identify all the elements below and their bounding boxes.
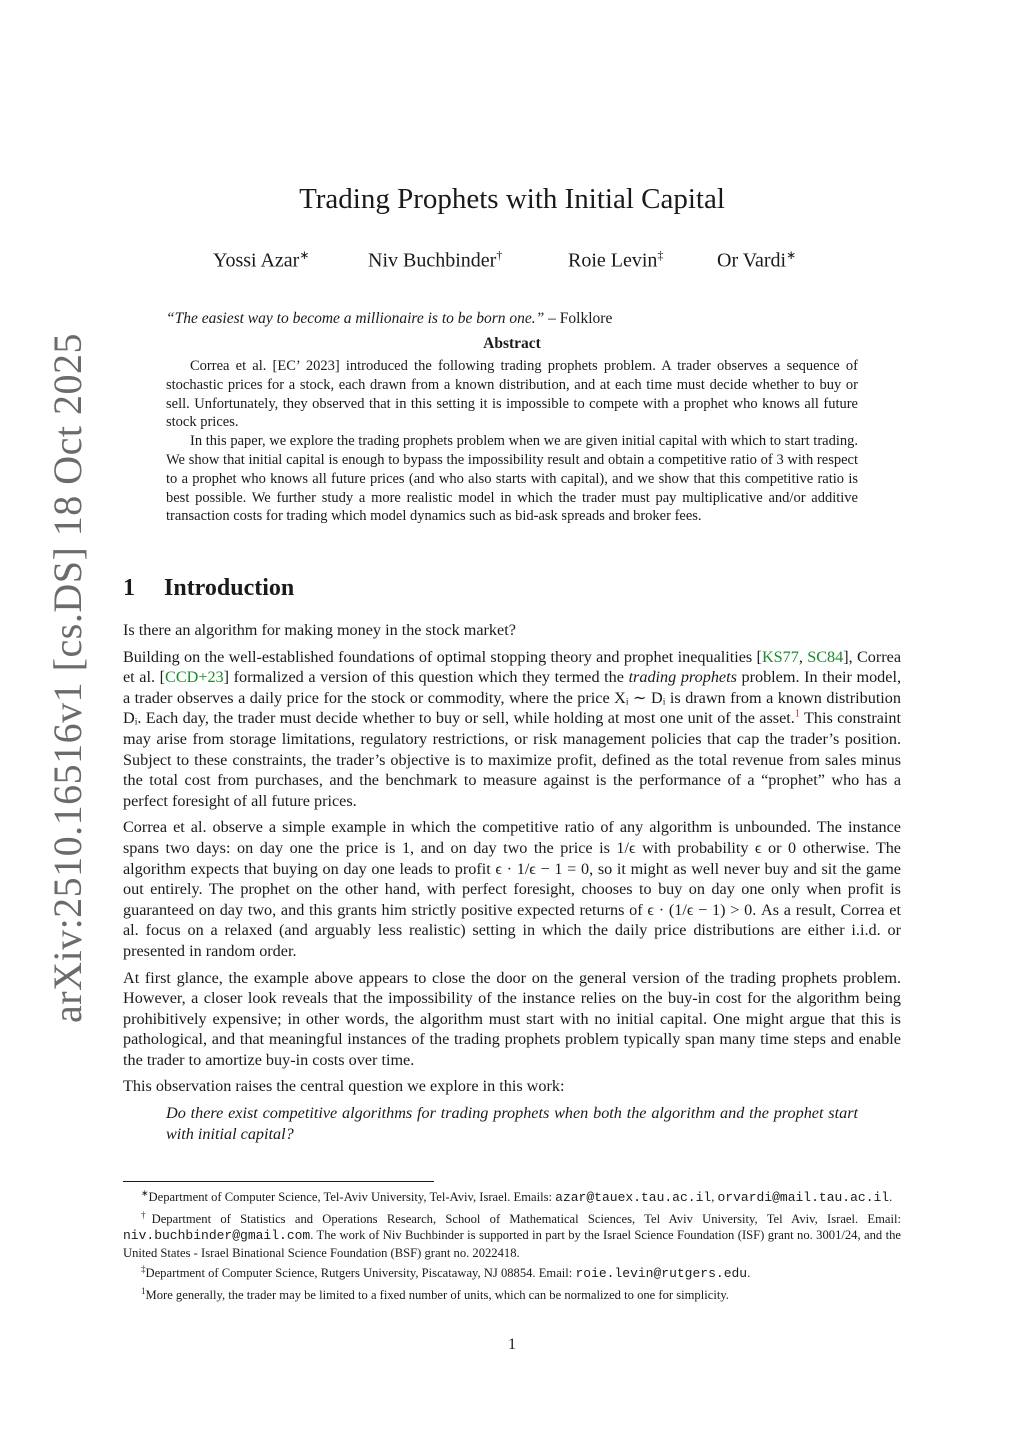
- arxiv-identifier-stamp: arXiv:2510.16516v1 [cs.DS] 18 Oct 2025: [45, 332, 90, 1023]
- author-affiliation-mark: ∗: [786, 248, 797, 262]
- footnote-mark: ∗: [141, 1188, 149, 1198]
- text-run: problem. In their model, a trader observes a daily price for the stock or commodity, where the price Xᵢ ∼ Dᵢ is drawn from a known distribution Dᵢ. Each day, the trader must decide whether to buy or sell, while holding at most one unit of the asset.: [123, 668, 901, 728]
- footnote: [123, 1185, 901, 1207]
- text-run: This constraint may arise from storage limitations, regulatory restrictions, or risk management policies that cap the trader’s position. Subject to these constraints, the trader’s objective is to maximize profit, defined as the total revenue from sales minus the total cost from purchases, and the benchmark to measure against is the performance of a “prophet” who has a perfect foresight of all future prices.: [123, 709, 902, 810]
- central-question: Do there exist competitive algorithms for trading prophets when both the algorithm and the prophet start with initial capital?: [166, 1104, 858, 1143]
- author: [368, 248, 502, 273]
- email-address: niv.buchbinder@gmail.com: [123, 1228, 311, 1244]
- author-name: Or Vardi: [717, 249, 787, 272]
- author-affiliation-mark: †: [496, 248, 503, 262]
- footnote-mark: 1: [141, 1285, 146, 1296]
- paper-title: Trading Prophets with Initial Capital: [299, 183, 725, 215]
- text-run: Building on the well-established foundations of optimal stopping theory and prophet inequalities [: [123, 647, 762, 666]
- page-number: 1: [508, 1336, 516, 1353]
- abstract-paragraph: In this paper, we explore the trading prophets problem when we are given initial capital with which to start trading. We show that initial capital is enough to bypass the impossibility result and obtain a competitive ratio of 3 with respect to a prophet who knows all future prices (and who also starts with capital), and we show that this competitive ratio is best possible. We further study a more realistic model in which the trader must pay multiplicative and/or additive transaction costs for trading which model dynamics such as bid-ask spreads and broker fees.: [166, 433, 858, 525]
- author-list: [213, 248, 813, 276]
- text-run: ], Correa et al. [: [123, 647, 902, 687]
- citation-link[interactable]: KS77: [761, 647, 799, 666]
- epigraph: [166, 310, 612, 328]
- footnote-reference-link[interactable]: 1: [794, 708, 800, 720]
- footnote-text: Department of Computer Science, Rutgers University, Piscataway, NJ 08854. Email:: [145, 1266, 576, 1281]
- author-name: Niv Buchbinder: [368, 249, 497, 272]
- footnote-mark: †: [141, 1209, 152, 1220]
- footnote-text: More generally, the trader may be limited to a fixed number of units, which can be normalized to one for simplicity.: [145, 1287, 729, 1302]
- epigraph-quote: “The easiest way to become a millionaire is to be born one.”: [166, 310, 545, 327]
- footnote: [123, 1207, 901, 1261]
- text-run: ,: [798, 647, 808, 666]
- author: [568, 248, 663, 273]
- author-affiliation-mark: ∗: [299, 248, 310, 262]
- email-address: azar@tauex.tau.ac.il: [555, 1190, 712, 1206]
- footnote-text: Department of Statistics and Operations Research, School of Mathematical Sciences, Tel Aviv University, Tel Aviv, Israel. Email:: [151, 1211, 901, 1226]
- citation-link[interactable]: SC84: [807, 647, 844, 666]
- footnote-text: . The work of Niv Buchbinder is supported in part by the Israel Science Foundation (ISF) grant no. 3001/24, and the United States - Israel Binational Science Foundation (BSF) grant no. 2022418.: [123, 1228, 901, 1260]
- body-paragraph: [123, 647, 901, 812]
- email-address: orvardi@mail.tau.ac.il: [717, 1190, 890, 1206]
- body-paragraph: This observation raises the central question we explore in this work:: [123, 1077, 565, 1096]
- footnote-divider: [123, 1181, 434, 1182]
- footnote-text: .: [889, 1190, 893, 1205]
- author: [213, 248, 309, 273]
- body-text: [123, 620, 901, 1144]
- citation-link[interactable]: CCD+23: [165, 668, 224, 687]
- body-paragraph: At first glance, the example above appears to close the door on the general version of the trading prophets problem. However, a closer look reveals that the impossibility of the instance relies on the buy-in cost for the algorithm being prohibitively expensive; in other words, the algorithm must start with no initial capital. One might argue that this is pathological, and that meaningful instances of the trading prophets problem typically span many time steps and enable the trader to amortize buy-in costs over time.: [123, 968, 901, 1069]
- section-title: Introduction: [164, 575, 295, 601]
- author-name: Yossi Azar: [213, 249, 300, 272]
- footnote-text: .: [747, 1266, 751, 1281]
- footnote-text: Department of Computer Science, Tel-Aviv University, Tel-Aviv, Israel. Emails:: [148, 1190, 556, 1205]
- abstract: [166, 357, 858, 526]
- author-affiliation-mark: ‡: [657, 248, 664, 262]
- section-heading: [123, 575, 294, 602]
- abstract-paragraph: Correa et al. [EC’ 2023] introduced the following trading prophets problem. A trader observes a sequence of stochastic prices for a stock, each drawn from a known distribution, and at each time must decide whether to buy or sell. Unfortunately, they observed that in this setting it is impossible to compete with a prophet who knows all future stock prices.: [166, 358, 858, 431]
- epigraph-attribution: – Folklore: [544, 310, 613, 327]
- author-name: Roie Levin: [568, 249, 658, 272]
- author: [717, 248, 796, 273]
- emphasis-text: trading prophets: [628, 668, 737, 687]
- section-number: 1: [123, 575, 135, 601]
- abstract-heading: Abstract: [483, 335, 541, 352]
- body-paragraph: Is there an algorithm for making money in the stock market?: [123, 621, 516, 639]
- footnotes: [123, 1185, 901, 1303]
- footnote: [123, 1261, 901, 1283]
- text-run: ] formalized a version of this question which they termed the: [223, 668, 629, 687]
- email-address: roie.levin@rutgers.edu: [575, 1266, 748, 1282]
- footnote-text: ,: [711, 1190, 718, 1205]
- footnote: [123, 1283, 901, 1304]
- body-paragraph: Correa et al. observe a simple example in which the competitive ratio of any algorithm is unbounded. The instance spans two days: on day one the price is 1, and on day two the price is 1/ϵ with probability ϵ or 0 otherwise. The algorithm expects that buying on day one leads to profit ϵ · 1/ϵ − 1 = 0, so it might as well never buy and sit the game out entirely. The prophet on the other hand, with perfect foresight, chooses to buy on day one only when profit is guaranteed on day two, and this grants him strictly positive expected returns of ϵ · (1/ϵ − 1) > 0. As a result, Correa et al. focus on a relaxed (and arguably less realistic) setting in which the daily price distributions are either i.i.d. or presented in random order.: [123, 818, 901, 960]
- footnote-mark: ‡: [141, 1264, 146, 1274]
